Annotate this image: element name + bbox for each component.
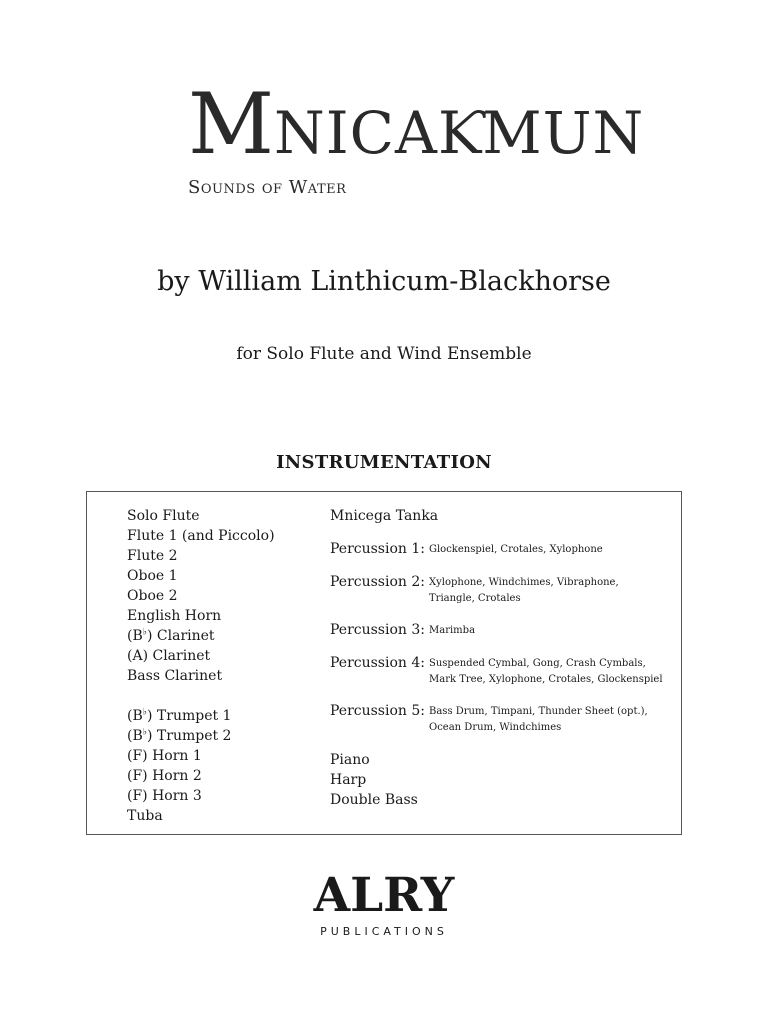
instrument-prefix: (B <box>127 728 143 744</box>
instrument-item: Double Bass <box>330 792 418 808</box>
instrument-item: Bass Clarinet <box>127 668 223 684</box>
percussion-name: Percussion 3: <box>330 622 425 638</box>
instrument-item: (A) Clarinet <box>127 648 211 664</box>
composer-line: by William Linthicum-Blackhorse <box>157 266 611 297</box>
percussion-name: Percussion 1: <box>330 541 425 557</box>
title-rest: NICAƘMUN <box>274 99 645 167</box>
scoring-line: for Solo Flute and Wind Ensemble <box>236 344 532 364</box>
percussion-2 <box>330 572 670 607</box>
percussion-name: Percussion 5: <box>330 703 425 719</box>
instrument-suffix: ) Trumpet 1 <box>147 708 232 724</box>
percussion-5 <box>330 701 670 736</box>
percussion-detail: Xylophone, Windchimes, Vibraphone, Triangle, Crotales <box>429 577 619 604</box>
instrument-item: Tuba <box>127 808 163 824</box>
instrument-item: (F) Horn 2 <box>127 768 202 784</box>
instrument-item: (F) Horn 3 <box>127 788 202 804</box>
instrument-item: Flute 1 (and Piccolo) <box>127 528 275 544</box>
piece-subtitle: Sounds of Water <box>188 177 347 198</box>
list-spacer <box>330 736 670 750</box>
instrumentation-heading: INSTRUMENTATION <box>276 452 492 473</box>
instrument-list-left <box>127 506 317 826</box>
publisher-name: ALRY <box>313 868 455 923</box>
percussion-1 <box>330 539 670 559</box>
instrument-prefix: (B <box>127 628 143 644</box>
percussion-name: Percussion 2: <box>330 574 425 590</box>
flat-symbol: ♭ <box>142 707 147 718</box>
list-spacer <box>127 686 317 706</box>
percussion-name: Percussion 4: <box>330 655 425 671</box>
instrument-prefix: (B <box>127 708 143 724</box>
instrument-item: English Horn <box>127 608 222 624</box>
instrument-item: Oboe 1 <box>127 568 178 584</box>
instrument-item: Harp <box>330 772 367 788</box>
instrument-item: Flute 2 <box>127 548 178 564</box>
instrument-item: Mnicega Tanka <box>330 508 439 524</box>
percussion-detail: Marimba <box>429 625 476 636</box>
flat-symbol: ♭ <box>142 727 147 738</box>
instrument-list-right <box>330 506 670 810</box>
flat-symbol: ♭ <box>142 627 147 638</box>
percussion-3 <box>330 620 670 640</box>
instrument-suffix: ) Trumpet 2 <box>147 728 232 744</box>
title-first-letter: M <box>188 75 275 173</box>
percussion-detail: Bass Drum, Timpani, Thunder Sheet (opt.), Ocean Drum, Windchimes <box>429 706 648 733</box>
instrument-item: Solo Flute <box>127 508 200 524</box>
publisher-logo <box>300 862 468 974</box>
instrument-item-trumpet-1 <box>127 706 317 726</box>
percussion-4 <box>330 653 670 688</box>
percussion-detail: Glockenspiel, Crotales, Xylophone <box>429 544 603 555</box>
instrument-item-bb-clarinet <box>127 626 317 646</box>
instrument-item-trumpet-2 <box>127 726 317 746</box>
instrument-item: Piano <box>330 752 370 768</box>
percussion-detail: Suspended Cymbal, Gong, Crash Cymbals, Mark Tree, Xylophone, Crotales, Glockenspiel <box>429 658 663 685</box>
instrument-suffix: ) Clarinet <box>147 628 215 644</box>
piece-title <box>188 75 645 173</box>
instrument-item: (F) Horn 1 <box>127 748 202 764</box>
instrument-item: Oboe 2 <box>127 588 178 604</box>
publisher-tagline: PUBLICATIONS <box>320 925 448 938</box>
instrumentation-box <box>86 491 682 835</box>
